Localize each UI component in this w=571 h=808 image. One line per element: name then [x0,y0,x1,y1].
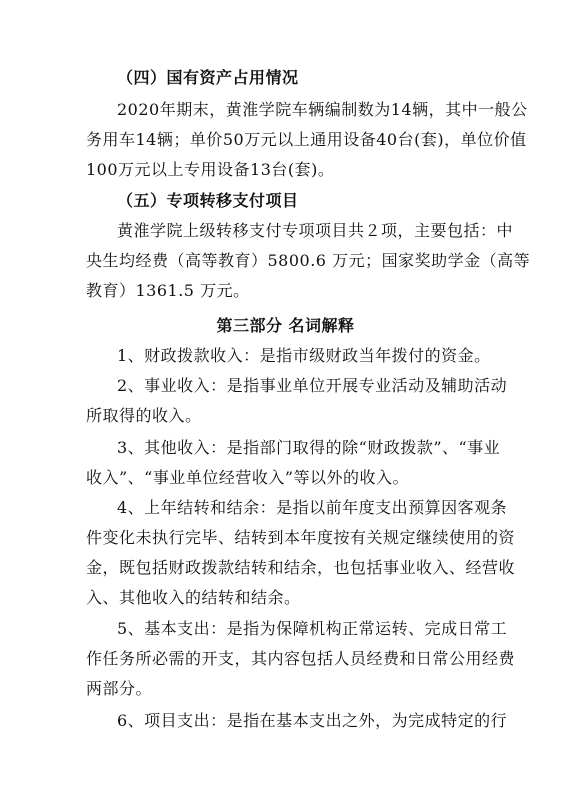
section-5-line-2: 央生均经费（高等教育）5800.6 万元；国家奖助学金（高等 [86,251,531,270]
term-3-line-2: 收入”、“事业单位经营收入”等以外的收入。 [86,468,410,487]
term-4-line-2: 件变化未执行完毕、结转到本年度按有关规定继续使用的资 [86,528,516,547]
term-4-line-3: 金，既包括财政拨款结转和结余，也包括事业收入、经营收 [86,558,516,577]
term-4-line-1: 4、上年结转和结余：是指以前年度支出预算因客观条 [117,498,508,517]
section-5-heading: （五）专项转移支付项目 [117,191,299,210]
section-5-line-1: 黄淮学院上级转移支付专项项目共２项，主要包括：中 [117,221,514,240]
term-6-line-1: 6、项目支出：是指在基本支出之外，为完成特定的行 [117,711,508,730]
term-1-line-1: 1、财政拨款收入：是指市级财政当年拨付的资金。 [117,346,491,365]
term-4-line-4: 入、其他收入的结转和结余。 [86,588,301,607]
term-2-line-2: 所取得的收入。 [86,406,202,425]
term-5-line-1: 5、基本支出：是指为保障机构正常运转、完成日常工 [117,619,508,638]
part-3-title: 第三部分 名词解释 [216,316,355,335]
section-4-line-2: 务用车14辆；单价50万元以上通用设备40台(套)，单位价值 [86,130,527,149]
term-3-line-1: 3、其他收入：是指部门取得的除“财政拨款”、“事业 [117,438,501,457]
term-5-line-3: 两部分。 [86,679,153,698]
section-4-heading: （四）国有资产占用情况 [117,68,299,87]
section-4-line-1: 2020年期末，黄淮学院车辆编制数为14辆，其中一般公 [117,100,528,119]
section-4-line-3: 100万元以上专用设备13台(套)。 [86,160,335,179]
section-5-line-3: 教育）1361.5 万元。 [86,281,250,300]
term-5-line-2: 作任务所必需的开支，其内容包括人员经费和日常公用经费 [86,649,516,668]
term-2-line-1: 2、事业收入：是指事业单位开展专业活动及辅助活动 [117,376,508,395]
